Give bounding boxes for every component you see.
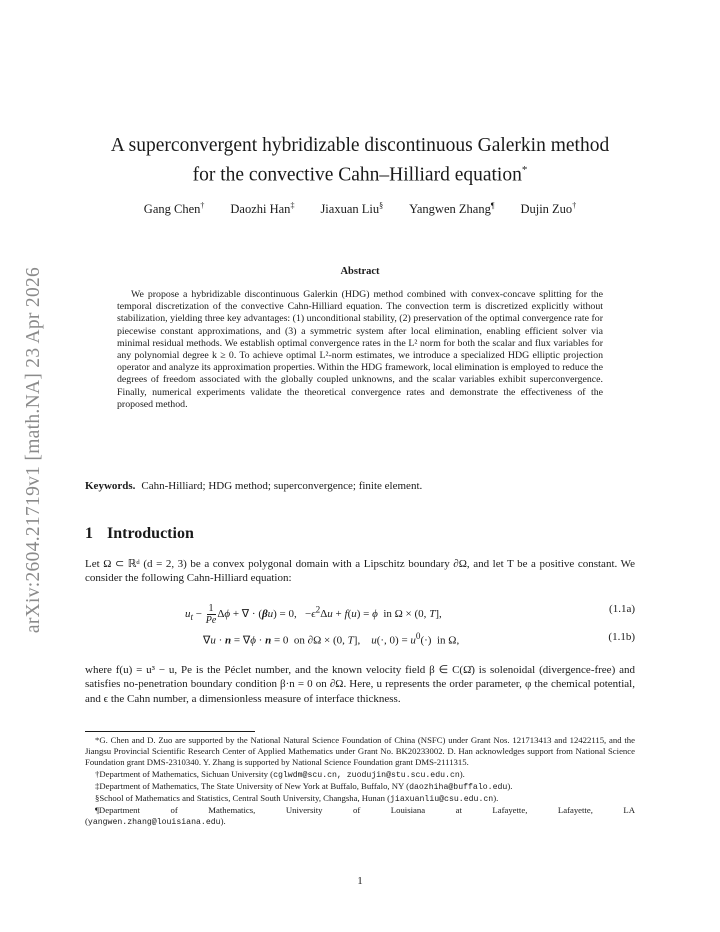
- email[interactable]: jiaxuanliu@csu.edu.cn: [390, 795, 494, 805]
- equation-tag: (1.1b): [608, 631, 635, 643]
- section-title: Introduction: [107, 525, 194, 542]
- footnote-affiliation: ¶Department of Mathematics, University of Louisiana at Lafayette, Lafayette, LA: [95, 805, 635, 816]
- abstract-heading: Abstract: [340, 266, 380, 277]
- section-number: 1: [85, 525, 93, 542]
- section-heading: [85, 525, 635, 543]
- title-line-1: A superconvergent hybridizable discontinuous Galerkin method: [110, 135, 610, 156]
- author: Gang Chen†: [143, 201, 205, 217]
- author: Dujin Zuo†: [520, 201, 577, 217]
- author: Daozhi Han‡: [230, 201, 295, 217]
- intro-paragraph-2: where f(u) = u³ − u, Pe is the Péclet number, and the known velocity field β ∈ C(Ω̄) is solenoidal (divergence-free) and satisfies no-penetration boundary condition β·n = 0 on ∂Ω. Here, u represents the order parameter, φ the chemical potential, and ϵ the Cahn number, a dimensionless measure of interface thickness.: [85, 664, 635, 705]
- arxiv-stamp: [14, 240, 54, 660]
- equation-1-1a: [85, 603, 635, 627]
- intro-paragraph-1: Let Ω ⊂ ℝᵈ (d = 2, 3) be a convex polygonal domain with a Lipschitz boundary ∂Ω, and let T be a positive constant. We consider the following Cahn-Hilliard equation:: [85, 558, 635, 585]
- footnote-affiliation: §School of Mathematics and Statistics, Central South University, Changsha, Hunan (jiaxuanliu@csu.edu.cn).: [95, 793, 499, 805]
- email[interactable]: yangwen.zhang@louisiana.edu: [87, 818, 221, 828]
- keywords-text: Cahn-Hilliard; HDG method; superconvergence; finite element.: [141, 480, 423, 492]
- abstract-text: We propose a hybridizable discontinuous Galerkin (HDG) method combined with convex-concave splitting for the temporal discretization of the convective Cahn-Hilliard equation. The convection term is discretized explicitly without stabilization, yielding three key advantages: (1) unconditional stability, (2) preservation of the optimal convergence rate for piecewise constant approximations, and (3) a symmetric system after local elimination, enabling efficient solver via minimal residual methods. We establish optimal convergence rates in the L² norm for both the scalar and flux variables for any polynomial degree k ≥ 0. To achieve optimal L²-norm estimates, we introduce a specialized HDG elliptic projection operator and analyze its approximation properties. Within the HDG framework, local elimination is employed to reduce the degrees of freedom associated with the globally coupled unknowns, and the scalar variables exhibit superconvergence. Finally, numerical experiments validate the theoretical convergence rates and demonstrate the effectiveness of the proposed method.: [117, 289, 603, 410]
- equation-body: ∇u · n = ∇ϕ · n = 0 on ∂Ω × (0, T], u(·, $0) = u^0(\cdot)$ in Ω,: [203, 631, 460, 647]
- footnote-affiliation-email: (yangwen.zhang@louisiana.edu).: [85, 816, 226, 828]
- footnotes: [85, 735, 635, 829]
- title-footnote-mark: *: [521, 164, 528, 176]
- title-line-2: for the convective Cahn–Hilliard equation*: [192, 164, 528, 186]
- author-list: [85, 201, 635, 217]
- equation-tag: (1.1a): [609, 603, 635, 615]
- email[interactable]: cglwdm@scu.cn, zuodujin@stu.scu.edu.cn: [273, 770, 460, 780]
- author: Yangwen Zhang¶: [409, 201, 495, 217]
- page-number: 1: [357, 875, 363, 887]
- author: Jiaxuan Liu§: [320, 201, 384, 217]
- footnote-funding: *G. Chen and D. Zuo are supported by the National Natural Science Foundation of China (NSFC) under Grant Nos. 121713413 and 12422115, and the Jiangsu Provincial Scientific Research Center of Applied Mathematics under Grant No. BK20233002. D. Han acknowledges support from National Science Foundation grant DMS-2310340. Y. Zhang is supported by National Science Foundation grant DMS-2111315.: [85, 735, 635, 768]
- footnote-affiliation: ‡Department of Mathematics, The State University of New York at Buffalo, Buffalo, NY (daozhiha@buffalo.edu).: [95, 780, 513, 792]
- paper-title: [85, 134, 635, 188]
- email[interactable]: daozhiha@buffalo.edu: [409, 782, 508, 792]
- arxiv-id: arXiv:2604.21719v1 [math.NA] 23 Apr 2026: [23, 266, 44, 634]
- keywords-label: Keywords.: [85, 480, 136, 492]
- equation-1-1b: [85, 631, 635, 655]
- footnote-affiliation: †Department of Mathematics, Sichuan University (cglwdm@scu.cn, zuodujin@stu.scu.edu.cn).: [95, 768, 465, 780]
- keywords: [85, 480, 635, 492]
- footnote-divider: [85, 731, 255, 732]
- equation-body: $u_t$ − $\frac{1}{Pe}$ Δϕ + ∇ · (βu) = 0, $-\epsilon^2\Delta u + f(u) = \phi$ in Ω × (0, T],: [185, 603, 442, 626]
